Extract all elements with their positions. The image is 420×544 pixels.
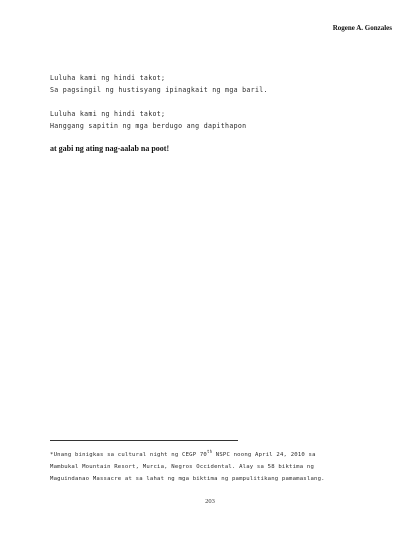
footnote-superscript: th	[206, 449, 213, 454]
footnote-text: NSPC noong April 24, 2010 sa	[212, 451, 316, 458]
poem-line: Luluha kami ng hindi takot;	[50, 74, 166, 82]
page-header-author: Rogene A. Gonzales	[332, 24, 392, 32]
poem-line: Hanggang sapitin ng mga berdugo ang dapithapon	[50, 122, 247, 130]
footnote-text: *Unang binigkas sa cultural night ng CEGP 70	[50, 451, 207, 458]
poem-line: Luluha kami ng hindi takot;	[50, 110, 166, 118]
footnote-line-3: Maguindanao Massacre at sa lahat ng mga biktima ng pampulitikang pamamaslang.	[50, 475, 325, 482]
footnote	[50, 446, 380, 485]
poem-final-line: at gabi ng ating nag-aalab na poot!	[50, 144, 170, 153]
poem-line: Sa pagsingil ng hustisyang ipinagkait ng mga baril.	[50, 86, 268, 94]
poem-stanza-1	[50, 72, 390, 96]
footnote-divider	[50, 440, 238, 441]
footnote-line-1	[50, 446, 380, 461]
page-number: 203	[205, 498, 215, 505]
poem-body	[50, 72, 390, 153]
poem-stanza-2	[50, 108, 390, 132]
footnote-line-2: Mambukal Mountain Resort, Murcia, Negros Occidental. Alay sa 58 biktima ng	[50, 463, 315, 470]
